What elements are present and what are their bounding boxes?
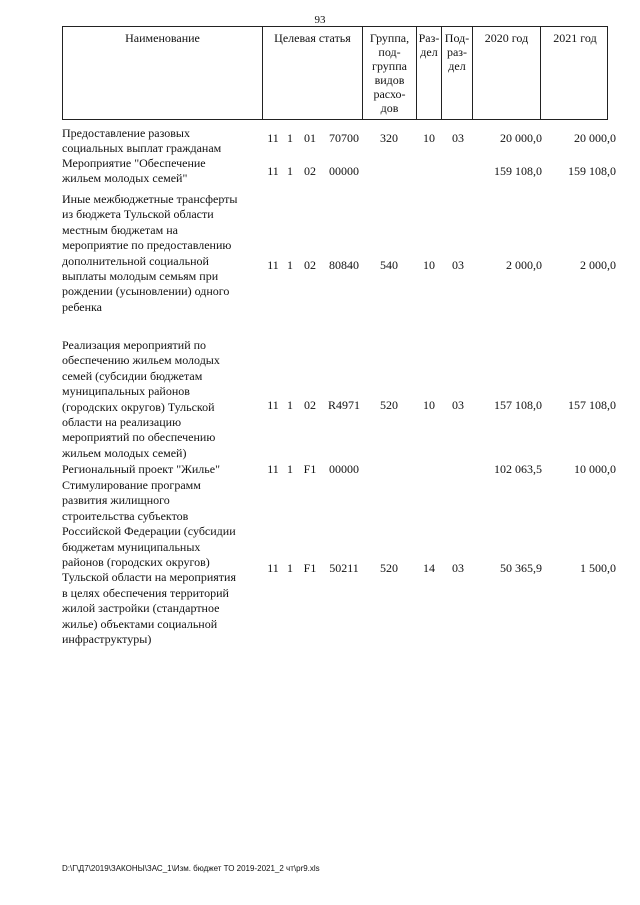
cell-c3: F1: [303, 561, 317, 575]
cell-sub: 03: [452, 258, 464, 272]
row-name: [62, 478, 258, 647]
row-name-line: рождении (усыновлении) одного: [62, 284, 230, 299]
cell-sub: 03: [452, 561, 464, 575]
cell-y2021: 2 000,0: [580, 258, 616, 272]
row-name-line: Тульской области на мероприятия: [62, 570, 236, 585]
cell-c4: R4971: [327, 398, 360, 412]
header-line: под-: [378, 45, 401, 59]
cell-c1: 11: [267, 462, 279, 476]
row-name-line: Мероприятие "Обеспечение: [62, 156, 206, 170]
row-name-line: инфраструктуры): [62, 632, 152, 647]
header-line: дел: [448, 59, 466, 73]
cell-c1: 11: [267, 398, 279, 412]
row-name-line: развития жилищного: [62, 493, 170, 508]
row-name-line: жильем молодых семей": [62, 171, 188, 186]
cell-c2: 1: [287, 462, 293, 476]
cell-c2: 1: [287, 561, 293, 575]
header-group: [363, 27, 417, 119]
row-name-line: (городских округов) Тульской: [62, 399, 215, 414]
cell-y2020: 2 000,0: [506, 258, 542, 272]
row-name-line: дополнительной социальной: [62, 253, 209, 268]
cell-c3: F1: [303, 462, 317, 476]
cell-c1: 11: [267, 258, 279, 272]
header-line: расхо-: [373, 87, 406, 101]
cell-c4: 00000: [329, 164, 359, 178]
cell-c4: 00000: [329, 462, 359, 476]
header-subsection: [442, 27, 473, 119]
row-name: [62, 126, 258, 157]
cell-grp: 520: [380, 561, 398, 575]
cell-c4: 50211: [329, 561, 359, 575]
row-name: [62, 156, 258, 187]
header-line: Раз-: [418, 31, 440, 45]
row-name-line: Реализация мероприятий по: [62, 338, 207, 352]
cell-sec: 10: [423, 258, 435, 272]
cell-sub: 03: [452, 131, 464, 145]
cell-c3: 01: [304, 131, 316, 145]
cell-y2020: 159 108,0: [494, 164, 542, 178]
cell-c4: 70700: [329, 131, 359, 145]
cell-sec: 14: [423, 561, 435, 575]
row-name-line: Предоставление разовых: [62, 126, 190, 140]
cell-c2: 1: [287, 164, 293, 178]
cell-sec: 10: [423, 398, 435, 412]
cell-c3: 02: [304, 398, 316, 412]
row-name: [62, 338, 258, 461]
cell-c1: 11: [267, 131, 279, 145]
cell-c2: 1: [287, 258, 293, 272]
row-name-line: Региональный проект "Жилье": [62, 462, 220, 476]
row-name-line: Стимулирование программ: [62, 478, 201, 492]
row-name-line: ребенка: [62, 299, 102, 314]
row-name-line: местным бюджетам на: [62, 222, 178, 237]
cell-sub: 03: [452, 398, 464, 412]
header-2020: 2020 год: [473, 27, 541, 119]
table-header: [62, 26, 608, 120]
row-name-line: социальных выплат гражданам: [62, 141, 222, 156]
row-name-line: бюджетам муниципальных: [62, 539, 201, 554]
row-name-line: мероприятие по предоставлению: [62, 238, 232, 253]
header-2021: 2021 год: [553, 31, 597, 45]
cell-y2021: 10 000,0: [574, 462, 616, 476]
header-name: Наименование: [63, 27, 263, 119]
row-name-line: семей (субсидии бюджетам: [62, 368, 203, 383]
header-line: Группа,: [369, 31, 410, 45]
header-section: [417, 27, 442, 119]
row-name-line: жилье) объектами социальной: [62, 616, 218, 631]
row-name-line: обеспечению жильем молодых: [62, 353, 220, 368]
cell-grp: 540: [380, 258, 398, 272]
cell-y2021: 20 000,0: [574, 131, 616, 145]
header-line: дов: [380, 101, 399, 115]
row-name-line: области на реализацию: [62, 415, 182, 430]
cell-y2020: 50 365,9: [500, 561, 542, 575]
header-line: раз-: [446, 45, 468, 59]
header-line: видов: [374, 73, 405, 87]
header-line: дел: [420, 45, 438, 59]
cell-sec: 10: [423, 131, 435, 145]
row-name-line: жильем молодых семей): [62, 445, 187, 460]
cell-y2020: 102 063,5: [494, 462, 542, 476]
header-line: группа: [372, 59, 407, 73]
row-name-line: из бюджета Тульской области: [62, 207, 214, 222]
row-name: [62, 192, 258, 315]
row-name: [62, 462, 258, 477]
cell-y2021: 159 108,0: [568, 164, 616, 178]
cell-y2021: 1 500,0: [580, 561, 616, 575]
cell-c3: 02: [304, 258, 316, 272]
cell-grp: 320: [380, 131, 398, 145]
row-name-line: строительства субъектов: [62, 508, 189, 523]
row-name-line: районов (городских округов): [62, 555, 210, 570]
page-number: 93: [314, 14, 326, 26]
cell-grp: 520: [380, 398, 398, 412]
cell-c3: 02: [304, 164, 316, 178]
cell-c2: 1: [287, 398, 293, 412]
row-name-line: выплаты молодым семьям при: [62, 269, 219, 284]
row-name-line: мероприятий по обеспечению: [62, 430, 216, 445]
row-name-line: жилой застройки (стандартное: [62, 601, 220, 616]
cell-c1: 11: [267, 561, 279, 575]
row-name-line: Иные межбюджетные трансферты: [62, 192, 238, 206]
row-name-line: в целях обеспечения территорий: [62, 585, 229, 600]
header-target: Целевая статья: [263, 27, 363, 119]
row-name-line: муниципальных районов: [62, 384, 190, 399]
cell-c4: 80840: [329, 258, 359, 272]
cell-y2020: 20 000,0: [500, 131, 542, 145]
cell-c1: 11: [267, 164, 279, 178]
cell-y2020: 157 108,0: [494, 398, 542, 412]
cell-y2021: 157 108,0: [568, 398, 616, 412]
cell-c2: 1: [287, 131, 293, 145]
row-name-line: Российской Федерации (субсидии: [62, 524, 236, 539]
file-path-footer: D:\Г\Д7\2019\ЗАКОНЫ\ЗАС_1\Изм. бюджет ТО 2019-2021_2 чт\pr9.xls: [62, 864, 320, 873]
header-line: Под-: [444, 31, 470, 45]
